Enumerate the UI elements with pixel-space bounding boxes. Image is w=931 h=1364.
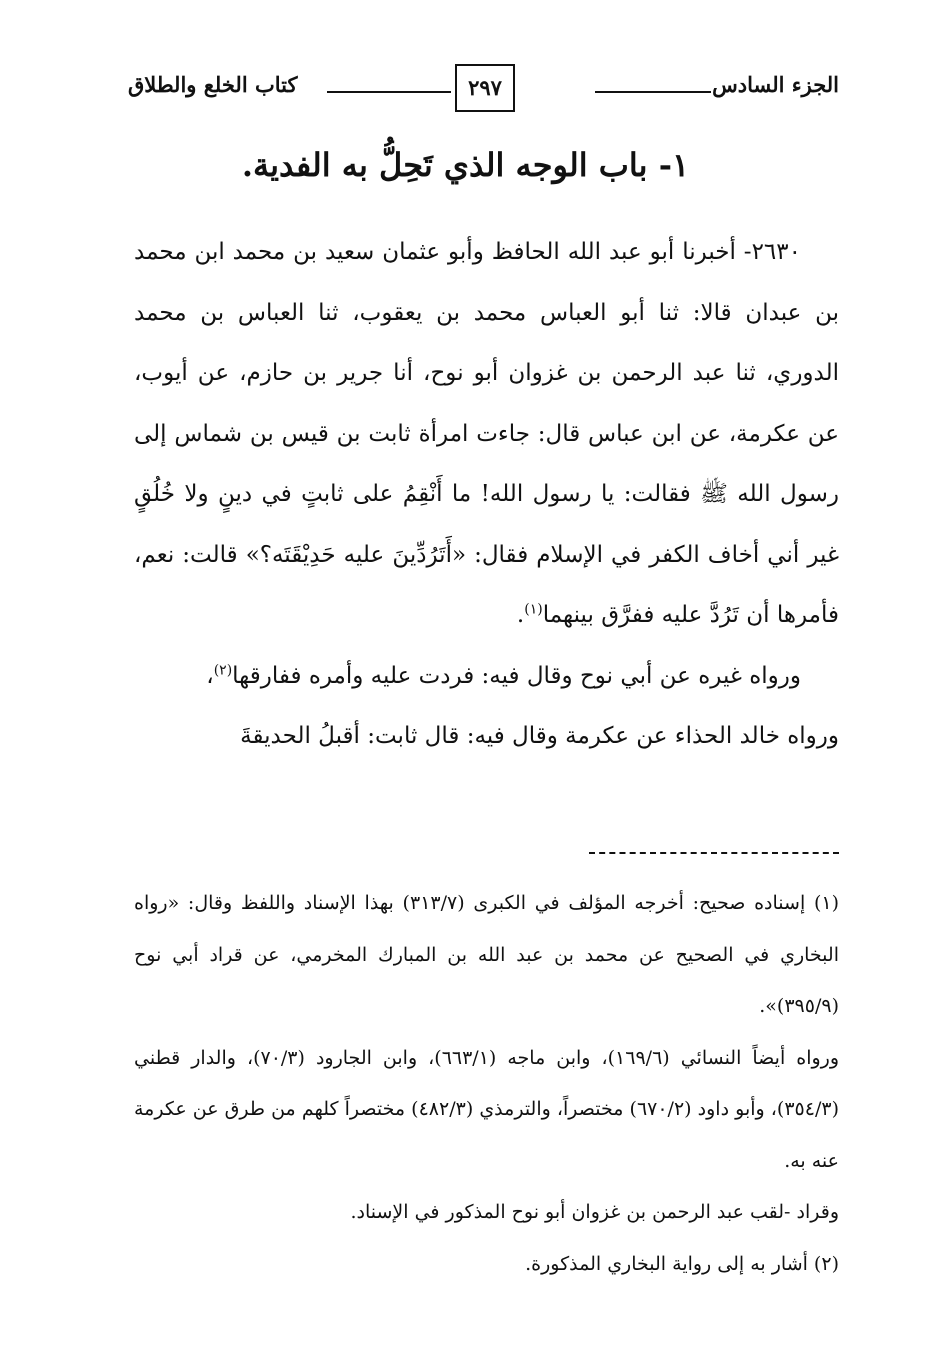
footnotes	[134, 878, 839, 1290]
hadith-text: ٢٦٣٠- أخبرنا أبو عبد الله الحافظ وأبو عثمان سعيد بن محمد ابن محمد بن عبدان قالا: ثنا أبو العباس محمد بن يعقوب، ثنا العباس بن محمد الدوري، ثنا عبد الرحمن بن غزوان أبو نوح، أنا جرير بن حازم، عن أيوب، عن عكرمة، عن ابن عباس قال: جاءت امرأة ثابت بن قيس بن شماس إلى رسول الله ﷺ فقالت: يا رسول الله! ما أَنْقِمُ على ثابتٍ في دينٍ ولا خُلُقٍ غير أني أخاف الكفر في الإسلام فقال: «أَتَرُدِّينَ عليه حَدِيْقَتَه؟» قالت: نعم، فأمرها أن تَرُدَّ عليه ففرَّق بينهما	[134, 239, 839, 628]
page-number: ٢٩٧	[455, 64, 515, 112]
running-header	[128, 64, 839, 118]
header-rule-left	[327, 91, 451, 93]
footnote-ref-1: (١)	[524, 601, 543, 618]
footnote-2: (٢) أشار به إلى رواية البخاري المذكورة.	[525, 1252, 839, 1275]
volume-label: الجزء السادس	[712, 72, 839, 97]
narration-text-2: ورواه غيره عن أبي نوح وقال فيه: فردت عليه وأمره ففارقها	[232, 662, 801, 689]
hadith-paragraph: ٢٦٣٠- أخبرنا أبو عبد الله الحافظ وأبو عثمان سعيد بن محمد ابن محمد بن عبدان قالا: ثنا أبو العباس محمد بن يعقوب، ثنا العباس بن محمد الدوري، ثنا عبد الرحمن بن غزوان أبو نوح، أنا جرير بن حازم، عن أيوب، عن عكرمة، عن ابن عباس قال: جاءت امرأة ثابت بن قيس بن شماس إلى رسول الله ﷺ فقالت: يا رسول الله! ما أَنْقِمُ على ثابتٍ في دينٍ ولا خُلُقٍ غير أني أخاف الكفر في الإسلام فقال: «أَتَرُدِّينَ عليه حَدِيْقَتَه؟» قالت: نعم، فأمرها أن تَرُدَّ عليه ففرَّق بينهما$^{(١)}$.	[134, 239, 839, 628]
footnote-1-note: وقراد -لقب عبد الرحمن بن غزوان أبو نوح المذكور في الإسناد.	[350, 1201, 839, 1223]
footnote-ref-2: (٢)	[213, 661, 233, 678]
narration-paragraph-2: ورواه غيره عن أبي نوح وقال فيه: فردت عليه وأمره ففارقها$^{(٢)}$،	[206, 661, 801, 689]
main-text	[134, 222, 839, 767]
chapter-title: ١- باب الوجه الذي تَحِلُّ به الفدية.	[241, 146, 690, 184]
footnote-separator	[589, 852, 839, 854]
header-rule-right	[595, 91, 711, 93]
narration-text-3: ورواه خالد الحذاء عن عكرمة وقال فيه: قال ثابت: أقبلُ الحديقةَ	[240, 723, 839, 749]
book-label: كتاب الخلع والطلاق	[128, 72, 298, 97]
narration-paragraph-3	[134, 706, 839, 767]
footnote-1-continued: ورواه أيضاً النسائي (١٦٩/٦)، وابن ماجه (٦٦٣/١)، وابن الجارود (٧٠/٣)، والدار قطني (٣٥٤/٣)، وأبو داود (٦٧٠/٢) مختصراً، والترمذي (٤٨٢/٣) مختصراً كلهم من طرق عن عكرمة عنه به.	[134, 1046, 840, 1172]
footnote-1: (١) إسناده صحيح: أخرجه المؤلف في الكبرى (٣١٣/٧) بهذا الإسناد واللفظ وقال: «رواه البخاري في الصحيح عن محمد بن عبد الله بن المبارك المخرمي، عن قراد أبي نوح (٣٩٥/٩)».	[134, 892, 839, 1017]
